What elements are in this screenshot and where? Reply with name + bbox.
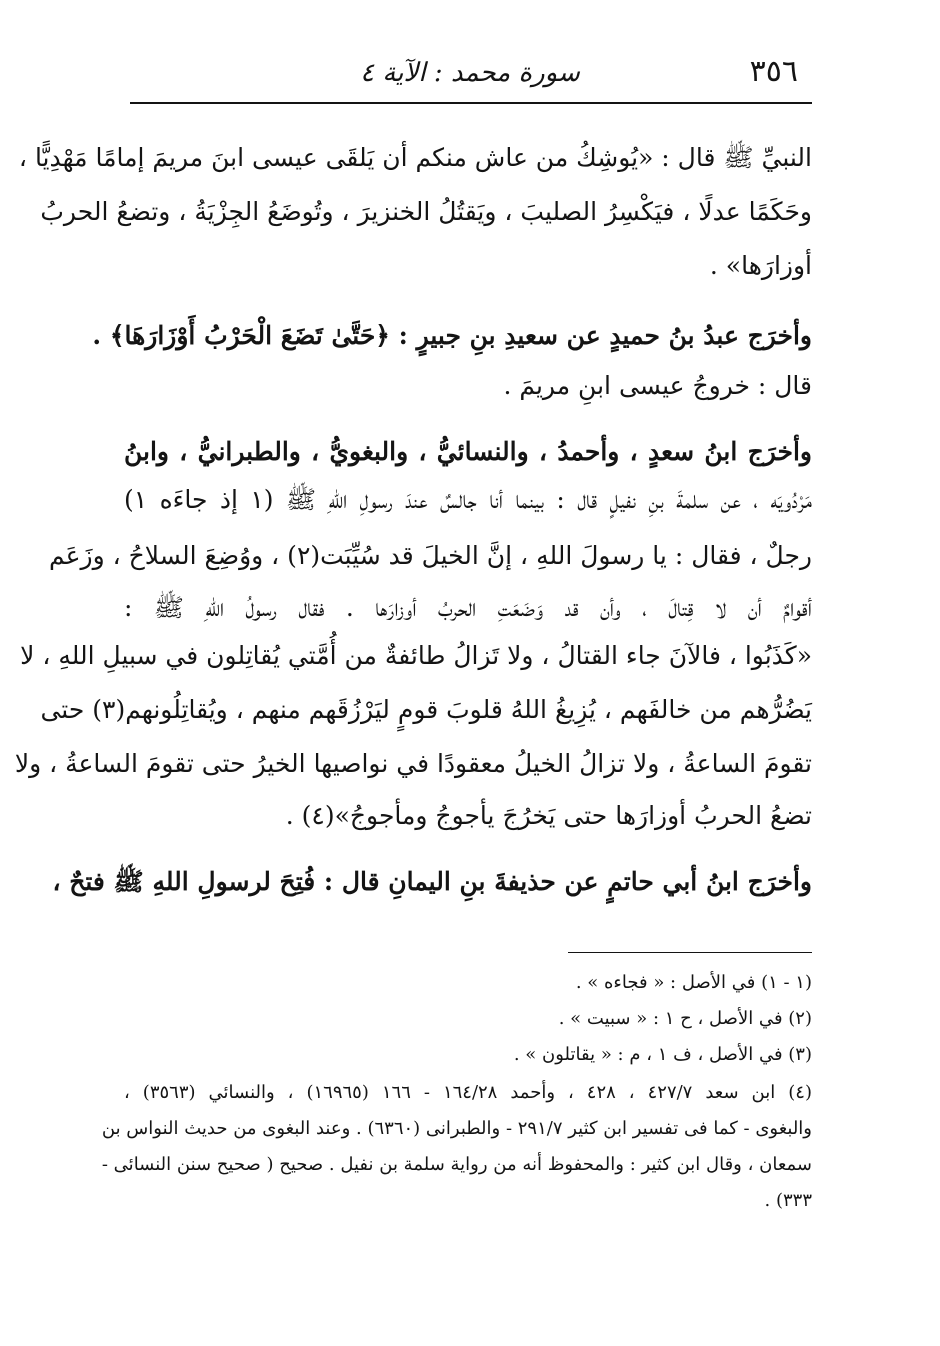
body-line: تضعُ الحربُ أوزارَها حتى يَخرُجَ يأجوجُ ومأجوجُ»(٤) . [285,801,812,830]
footnote: سمعان ، وقال ابن كثير : والمحفوظ أنه من رواية سلمة بن نفيل . صحيح ( صحيح سنن النسائى - [101,1154,812,1175]
body-line: النبيِّ ﷺ قال : «يُوشِكُ من عاش منكم أن يَلقَى عيسى ابنَ مريمَ إمامًا مَهْدِيًّا ، [18,143,812,172]
body-line: وأخرَج ابنُ سعدٍ ، وأحمدُ ، والنسائيُّ ، والبغويُّ ، والطبرانيُّ ، وابنُ [124,437,812,466]
body-line: رجلٌ ، فقال : يا رسولَ اللهِ ، إنَّ الخيلَ قد سُيِّبَت(٢) ، ووُضِعَ السلاحُ ، وزَعَم [49,541,812,570]
body-line: أوزارَها» . [709,251,812,280]
body-line: مَرْدُويَه ، عن سلمةَ بنِ نفيلٍ قال : بينما أنا جالسٌ عندَ رسولِ اللهِ ﷺ (١ إذ جاءَه ١) [124,485,813,514]
footnote: (٤) ابن سعد ٤٢٧/٧ ، ٤٢٨ ، وأحمد ١٦٤/٢٨ - ١٦٦ (١٦٩٦٥) ، والنسائي (٣٥٦٣) ، [124,1082,812,1103]
footnote: (١ - ١) في الأصل : « فجاءه » . [575,972,812,993]
body-line: وأخرَج ابنُ أبي حاتمٍ عن حذيفةَ بنِ اليمانِ قال : فُتِحَ لرسولِ اللهِ ﷺ فتحٌ ، [52,867,812,896]
footnote: والبغوى - كما فى تفسير ابن كثير ٢٩١/٧ - والطبرانى (٦٣٦٠) . وعند البغوى من حديث النواس بن [101,1118,812,1139]
page-number: ٣٥٦ [749,54,798,89]
footnote: (٣) في الأصل ، ف ١ ، م : « يقاتلون » . [513,1044,812,1065]
footnote-divider [568,952,812,953]
footnote: (٢) في الأصل ، ح ١ : « سبيت » . [558,1008,812,1029]
body-line: وحَكَمًا عدلًا ، فيَكْسِرُ الصليبَ ، ويَقتُلُ الخنزيرَ ، وتُوضَعُ الجِزْيَةُ ، وتضعُ الحربُ [40,197,812,226]
body-line: يَضُرُّهم من خالفَهم ، يُزِيغُ اللهُ قلوبَ قومٍ ليَرْزُقَهم منهم ، ويُقاتِلُونهم(٣) حتى [40,695,812,724]
header-divider [130,102,812,104]
running-header-title: سورة محمد : الآية ٤ [360,58,580,88]
body-line: وأخرَج عبدُ بنُ حميدٍ عن سعيدِ بنِ جبيرٍ : ﴿حَتَّىٰ تَضَعَ الْحَرْبُ أَوْزَارَهَا﴾ . [92,321,812,350]
body-line: قال : خروجُ عيسى ابنِ مريمَ . [503,371,812,400]
footnote: ٣٣٣) . [764,1190,812,1211]
body-line: «كَذَبُوا ، فالآنَ جاء القتالُ ، ولا تَزالُ طائفةٌ من أُمَّتي يُقاتِلون في سبيلِ اللهِ ، لا [20,641,812,670]
body-line: أقوامٌ أن لا قِتالَ ، وأن قد وَضَعَتِ الحربُ أوزارَها . فقال رسولُ اللهِ ﷺ : [124,593,812,622]
body-line: تقومَ الساعةُ ، ولا تزالُ الخيلُ معقودًا في نواصيها الخيرُ حتى تقومَ الساعةُ ، ولا [14,749,812,778]
